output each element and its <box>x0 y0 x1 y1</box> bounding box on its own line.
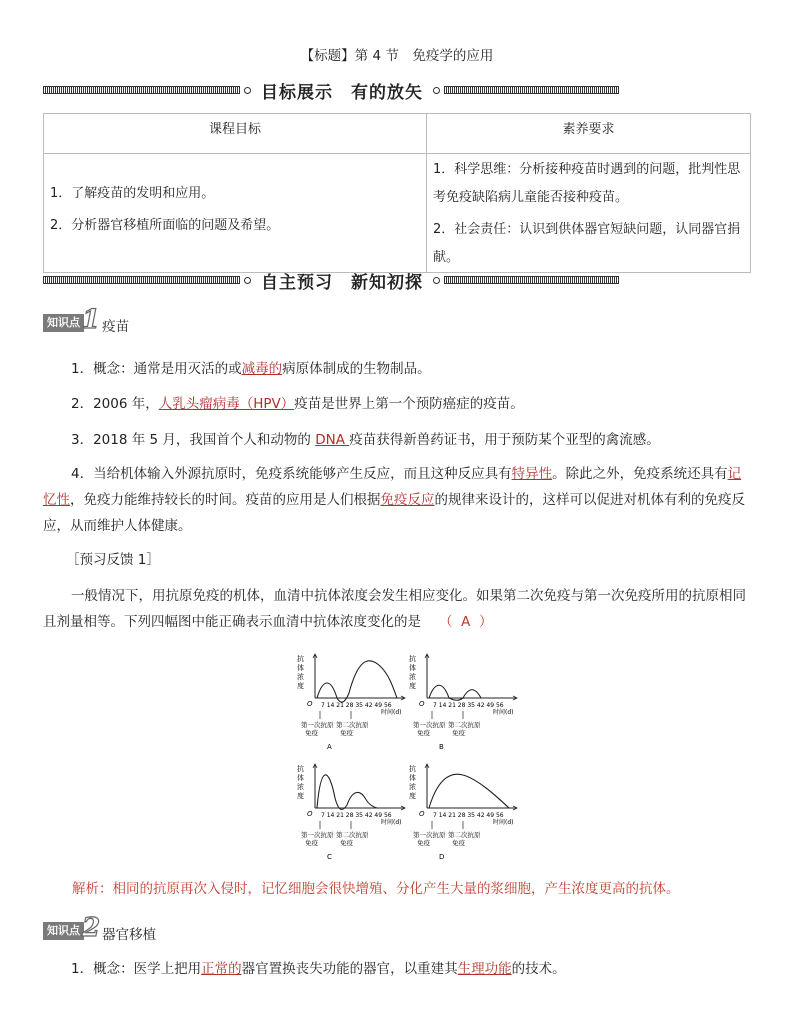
x-axis-unit: 时间(d) <box>493 709 514 716</box>
chart-b <box>405 648 530 763</box>
paragraph-hpv: 2．2006 年，人乳头瘤病毒（HPV）疫苗是世界上第一个预防癌症的疫苗。 <box>71 396 524 412</box>
first-immunization-label: 免疫 <box>417 729 430 737</box>
x-tick-labels: 7 14 21 28 35 42 49 56 <box>433 812 504 819</box>
banner-title: 自主预习 新知初探 <box>261 272 423 293</box>
literacy-item: 1．科学思维：分析接种疫苗时遇到的问题，批判性思考免疫缺陷病儿童能否接种疫苗。 <box>433 162 741 205</box>
origin-label: O <box>307 810 313 818</box>
banner-rule <box>43 276 240 284</box>
y-axis-label-char: 度 <box>297 682 304 690</box>
chart-b-svg <box>405 648 530 763</box>
paragraph-transplant-concept: 1．概念：医学上把用正常的器官置换丧失功能的器官，以重建其生理功能的技术。 <box>71 961 566 977</box>
first-immunization-label: 免疫 <box>305 839 318 847</box>
goals-table <box>43 113 751 273</box>
y-axis-label-char: 浓 <box>297 673 304 681</box>
table-header-literacy: 素养要求 <box>427 114 751 154</box>
goal-item: 1．了解疫苗的发明和应用。 <box>50 186 215 201</box>
antibody-curve <box>317 775 377 810</box>
explanation: 解析：相同的抗原再次入侵时，记忆细胞会很快增殖、分化产生大量的浆细胞，产生浓度更高的抗体。 <box>72 881 680 897</box>
banner-disc-icon <box>244 277 251 284</box>
antibody-curve <box>317 661 397 702</box>
paragraph-dna-vaccine: 3．2018 年 5 月，我国首个人和动物的 DNA 疫苗获得新兽药证书，用于预防某个亚型的禽流感。 <box>71 432 660 448</box>
page-title: 【标题】第 4 节 免疫学的应用 <box>300 48 494 64</box>
knowledge-point-1 <box>43 305 130 335</box>
y-axis-label-char: 浓 <box>409 783 416 791</box>
origin-label: O <box>419 810 425 818</box>
banner-disc-icon <box>433 277 440 284</box>
chart-d <box>405 758 530 873</box>
y-axis-label-char: 浓 <box>409 673 416 681</box>
y-axis-label-char: 体 <box>409 664 416 672</box>
y-axis-label-char: 体 <box>297 664 304 672</box>
origin-label: O <box>307 700 313 708</box>
banner-title: 目标展示 有的放矢 <box>261 82 423 103</box>
first-immunization-label: 免疫 <box>417 839 430 847</box>
x-tick-labels: 7 14 21 28 35 42 49 56 <box>321 702 392 709</box>
banner-disc-icon <box>244 87 251 94</box>
second-immunization-label: 免疫 <box>452 839 465 847</box>
first-immunization-label: 第一次抗原 <box>413 721 446 729</box>
chart-a-svg <box>293 648 418 763</box>
y-axis-label-char: 度 <box>409 792 416 800</box>
second-immunization-label: 第二次抗原 <box>336 831 369 839</box>
y-axis-label-char: 抗 <box>297 655 304 663</box>
table-header-course-goals: 课程目标 <box>44 114 427 154</box>
y-axis-label-char: 抗 <box>409 765 416 773</box>
banner-rule <box>444 276 619 284</box>
literacy-item: 2．社会责任：认识到供体器官短缺问题，认同器官捐献。 <box>433 222 741 265</box>
chart-a <box>293 648 418 763</box>
feedback-label: ［预习反馈 1］ <box>66 552 160 568</box>
first-immunization-label: 第一次抗原 <box>301 721 334 729</box>
y-axis-label-char: 抗 <box>297 765 304 773</box>
table-cell-literacy <box>427 154 751 273</box>
x-axis-unit: 时间(d) <box>381 709 402 716</box>
table-cell-goals <box>44 154 427 273</box>
chart-c <box>293 758 418 873</box>
knowledge-point-2 <box>43 913 157 943</box>
second-immunization-label: 第二次抗原 <box>448 831 481 839</box>
knowledge-number: 1 <box>82 305 101 335</box>
chart-letter-label: A <box>327 743 332 751</box>
question-text: 一般情况下，用抗原免疫的机体，血清中抗体浓度会发生相应变化。如果第二次免疫与第一次免疫所用的抗原相同且剂量相等。下列四幅图中能正确表示血清中抗体浓度变化的是 （ A ） <box>43 588 746 630</box>
chart-letter-label: C <box>327 853 332 861</box>
knowledge-badge: 知识点 <box>43 314 84 332</box>
answer: （ A ） <box>439 614 493 630</box>
chart-c-svg <box>293 758 418 873</box>
origin-label: O <box>419 700 425 708</box>
first-immunization-label: 第一次抗原 <box>413 831 446 839</box>
y-axis-label-char: 度 <box>409 682 416 690</box>
second-immunization-label: 第二次抗原 <box>336 721 369 729</box>
y-axis-label-char: 抗 <box>409 655 416 663</box>
knowledge-number: 2 <box>82 913 101 943</box>
knowledge-title: 疫苗 <box>102 319 130 335</box>
banner-disc-icon <box>433 87 440 94</box>
x-axis-unit: 时间(d) <box>493 819 514 826</box>
section-banner-goals <box>43 80 619 103</box>
y-axis-label-char: 浓 <box>297 783 304 791</box>
banner-rule <box>444 86 619 94</box>
paragraph-concept: 1．概念：通常是用灭活的或减毒的病原体制成的生物制品。 <box>71 361 431 377</box>
second-immunization-label: 免疫 <box>452 729 465 737</box>
y-axis-label-char: 体 <box>297 774 304 782</box>
section-banner-preview <box>43 270 619 293</box>
antibody-curve <box>429 774 509 808</box>
banner-rule <box>43 86 240 94</box>
second-immunization-label: 免疫 <box>340 839 353 847</box>
y-axis-label-char: 体 <box>409 774 416 782</box>
x-tick-labels: 7 14 21 28 35 42 49 56 <box>433 702 504 709</box>
y-axis-label-char: 度 <box>297 792 304 800</box>
goal-item: 2．分析器官移植所面临的问题及希望。 <box>50 218 280 233</box>
x-tick-labels: 7 14 21 28 35 42 49 56 <box>321 812 392 819</box>
second-immunization-label: 第二次抗原 <box>448 721 481 729</box>
chart-d-svg <box>405 758 530 873</box>
x-axis-unit: 时间(d) <box>381 819 402 826</box>
knowledge-badge: 知识点 <box>43 922 84 940</box>
chart-letter-label: B <box>439 743 444 751</box>
first-immunization-label: 第一次抗原 <box>301 831 334 839</box>
second-immunization-label: 免疫 <box>340 729 353 737</box>
paragraph-immune-response: 4．当给机体输入外源抗原时，免疫系统能够产生反应，而且这种反应具有特异性。除此之外，免疫系统还具有记忆性，免疫力能维持较长的时间。疫苗的应用是人们根据免疫反应的规律来设计的，这样可以促进对机体有利的免疫反应，从而维护人体健康。 <box>43 466 745 534</box>
first-immunization-label: 免疫 <box>305 729 318 737</box>
chart-letter-label: D <box>439 853 445 861</box>
knowledge-title: 器官移植 <box>102 927 157 943</box>
